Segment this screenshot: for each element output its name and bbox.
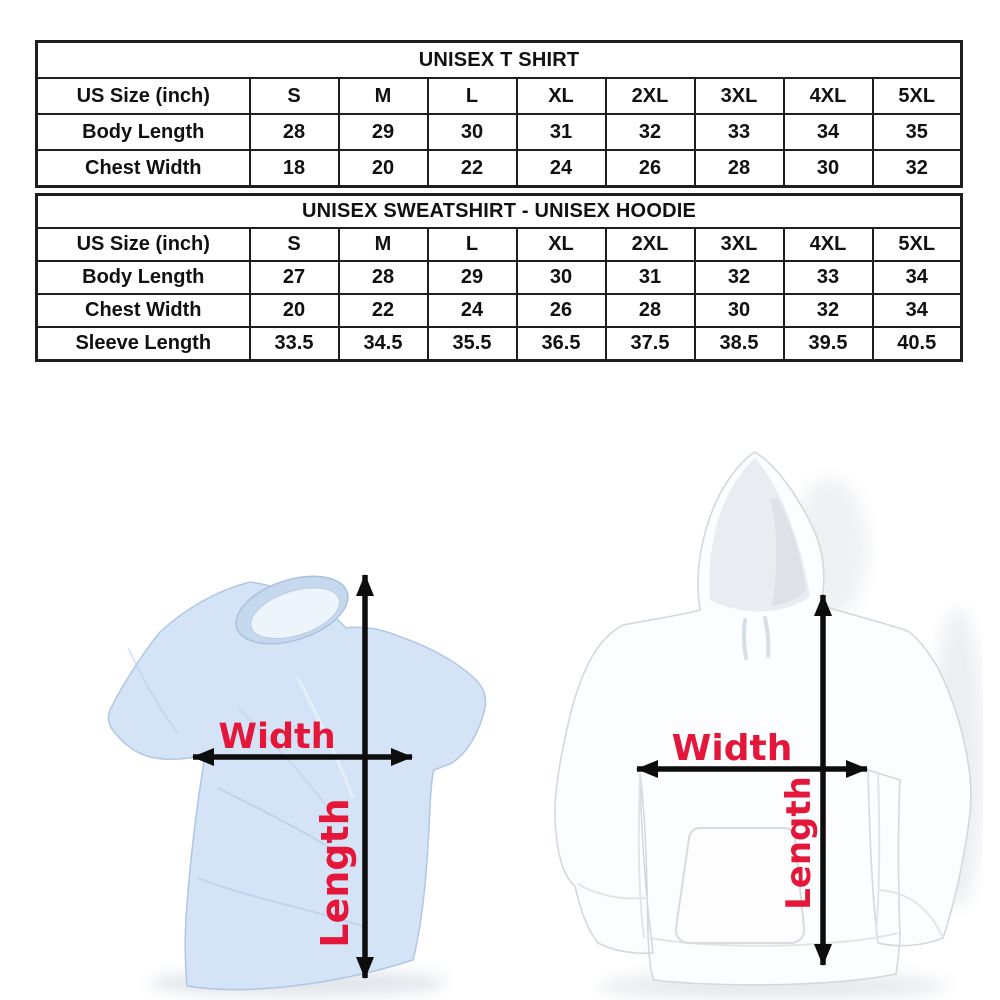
measurement-value: 27 — [250, 261, 339, 294]
measurement-value: 37.5 — [606, 327, 695, 361]
measurement-value: 30 — [428, 114, 517, 150]
tshirt-width-label: Width — [218, 717, 336, 757]
measurement-label: Chest Width — [37, 150, 250, 187]
measurement-value: 29 — [339, 114, 428, 150]
size-column-header: XL — [517, 228, 606, 261]
measurement-value: 34.5 — [339, 327, 428, 361]
measurement-label: Body Length — [37, 114, 250, 150]
size-column-header: M — [339, 228, 428, 261]
measurement-row — [37, 114, 962, 150]
size-column-header: 5XL — [873, 228, 962, 261]
measurement-label: Chest Width — [37, 294, 250, 327]
measurement-label: Sleeve Length — [37, 327, 250, 361]
measurement-value: 31 — [517, 114, 606, 150]
size-column-header: S — [250, 78, 339, 114]
measurement-value: 32 — [606, 114, 695, 150]
measurement-value: 35 — [873, 114, 962, 150]
size-column-header: XL — [517, 78, 606, 114]
measurement-value: 35.5 — [428, 327, 517, 361]
measurement-value: 28 — [250, 114, 339, 150]
measurement-value: 33 — [695, 114, 784, 150]
size-column-header: 2XL — [606, 228, 695, 261]
hoodie-photo — [538, 428, 983, 1000]
measurement-value: 38.5 — [695, 327, 784, 361]
measurement-value: 30 — [784, 150, 873, 187]
hoodie-drawstring — [744, 620, 746, 658]
tshirt-body — [109, 582, 486, 990]
measurement-value: 34 — [784, 114, 873, 150]
measurement-value: 28 — [695, 150, 784, 187]
measurement-row — [37, 294, 962, 327]
measurement-value: 32 — [784, 294, 873, 327]
hoodie-width-label: Width — [671, 728, 793, 769]
measurement-label: Body Length — [37, 261, 250, 294]
hoodie-length-label: Length — [779, 776, 819, 910]
tshirt-size-table — [35, 40, 963, 188]
measurement-value: 22 — [428, 150, 517, 187]
size-column-header: 4XL — [784, 228, 873, 261]
size-column-header: L — [428, 228, 517, 261]
measurement-row — [37, 327, 962, 361]
measurement-value: 24 — [428, 294, 517, 327]
measurement-row — [37, 150, 962, 187]
table-title: UNISEX T SHIRT — [37, 42, 962, 79]
size-column-header: 5XL — [873, 78, 962, 114]
measurement-value: 30 — [517, 261, 606, 294]
measurement-value: 18 — [250, 150, 339, 187]
size-header-label: US Size (inch) — [37, 228, 250, 261]
size-header-row — [37, 228, 962, 261]
measurement-value: 28 — [606, 294, 695, 327]
measurement-value: 32 — [695, 261, 784, 294]
size-column-header: 2XL — [606, 78, 695, 114]
measurement-value: 34 — [873, 294, 962, 327]
measurement-row — [37, 261, 962, 294]
measurement-value: 33 — [784, 261, 873, 294]
measurement-value: 26 — [517, 294, 606, 327]
tshirt-measurement-figure — [98, 558, 508, 1000]
size-column-header: M — [339, 78, 428, 114]
measurement-value: 39.5 — [784, 327, 873, 361]
size-tables — [35, 40, 963, 362]
measurement-value: 20 — [339, 150, 428, 187]
measurement-value: 31 — [606, 261, 695, 294]
tshirt-photo — [98, 558, 508, 1000]
measurement-value: 24 — [517, 150, 606, 187]
measurement-value: 28 — [339, 261, 428, 294]
sweatshirt-hoodie-size-table — [35, 193, 963, 362]
measurement-value: 30 — [695, 294, 784, 327]
size-column-header: 3XL — [695, 78, 784, 114]
tshirt-length-label: Length — [313, 798, 357, 948]
size-column-header: 4XL — [784, 78, 873, 114]
size-header-label: US Size (inch) — [37, 78, 250, 114]
measurement-value: 29 — [428, 261, 517, 294]
measurement-value: 20 — [250, 294, 339, 327]
table-title: UNISEX SWEATSHIRT - UNISEX HOODIE — [37, 195, 962, 229]
measurement-value: 32 — [873, 150, 962, 187]
size-header-row — [37, 78, 962, 114]
measurement-value: 33.5 — [250, 327, 339, 361]
measurement-value: 40.5 — [873, 327, 962, 361]
measurement-value: 34 — [873, 261, 962, 294]
size-column-header: L — [428, 78, 517, 114]
hoodie-measurement-figure — [538, 428, 983, 1000]
measurement-value: 22 — [339, 294, 428, 327]
size-column-header: 3XL — [695, 228, 784, 261]
measurement-value: 36.5 — [517, 327, 606, 361]
size-column-header: S — [250, 228, 339, 261]
measurement-value: 26 — [606, 150, 695, 187]
